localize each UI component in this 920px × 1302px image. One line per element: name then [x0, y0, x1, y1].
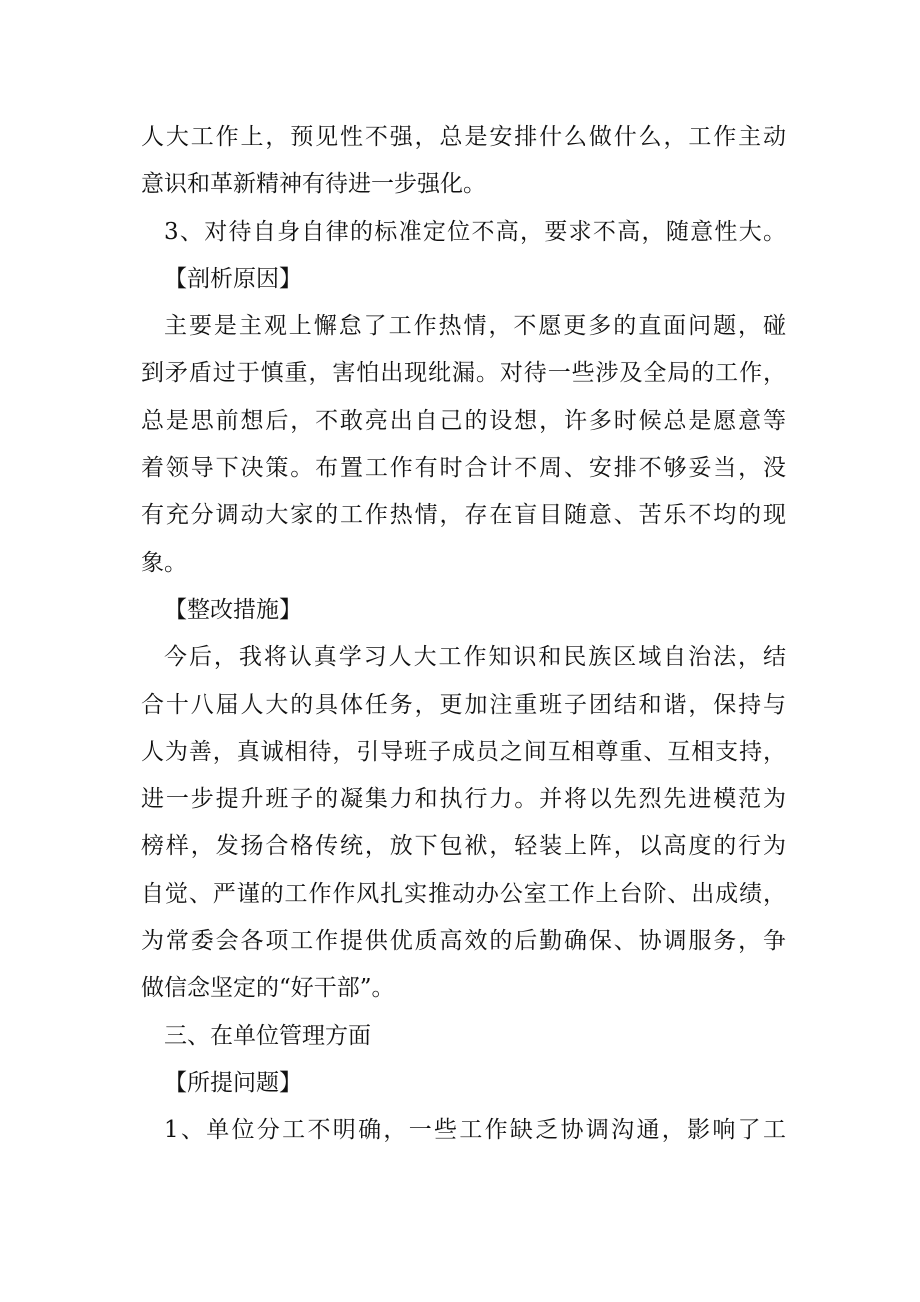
paragraph-line: 主要是主观上懈怠了工作热情，不愿更多的直面问题，碰 — [164, 313, 786, 340]
paragraph-line: 做信念坚定的“好干部”。 — [141, 975, 395, 1002]
paragraph-line: 象。 — [141, 549, 187, 576]
paragraph-line: 有充分调动大家的工作热情，存在盲目随意、苦乐不均的现 — [141, 502, 786, 529]
paragraph-line: 意识和革新精神有待进一步强化。 — [141, 171, 486, 198]
paragraph-line: 着领导下决策。布置工作有时合计不周、安排不够妥当，没 — [141, 455, 786, 482]
list-item-1: 1、单位分工不明确，一些工作缺乏协调沟通，影响了工 — [164, 1117, 786, 1144]
paragraph-line: 进一步提升班子的凝集力和执行力。并将以先烈先进模范为 — [141, 786, 786, 813]
paragraph-line: 为常委会各项工作提供优质高效的后勤确保、协调服务，争 — [141, 928, 786, 955]
section-heading-measures: 【整改措施】 — [164, 596, 302, 623]
section-heading-issues: 【所提问题】 — [164, 1069, 302, 1096]
paragraph-line: 人大工作上，预见性不强，总是安排什么做什么，工作主动 — [141, 124, 786, 150]
document-body — [141, 114, 786, 1155]
paragraph-line: 到矛盾过于慎重，害怕出现纰漏。对待一些涉及全局的工作， — [141, 360, 786, 387]
list-item-3: 3、对待自身自律的标准定位不高，要求不高，随意性大。 — [164, 218, 786, 245]
paragraph-line: 总是思前想后，不敢亮出自己的设想，许多时候总是愿意等 — [141, 407, 786, 434]
paragraph-line: 今后，我将认真学习人大工作知识和民族区域自治法，结 — [164, 644, 786, 671]
section-heading-analysis: 【剖析原因】 — [164, 265, 302, 292]
paragraph-line: 合十八届人大的具体任务，更加注重班子团结和谐，保持与 — [141, 691, 786, 718]
paragraph-line: 榜样，发扬合格传统，放下包袱，轻装上阵，以高度的行为 — [141, 833, 786, 860]
paragraph-line: 自觉、严谨的工作作风扎实推动办公室工作上台阶、出成绩， — [141, 880, 786, 907]
paragraph-line: 人为善，真诚相待，引导班子成员之间互相尊重、互相支持， — [141, 738, 786, 765]
section-heading-unit-management: 三、在单位管理方面 — [164, 1022, 371, 1049]
